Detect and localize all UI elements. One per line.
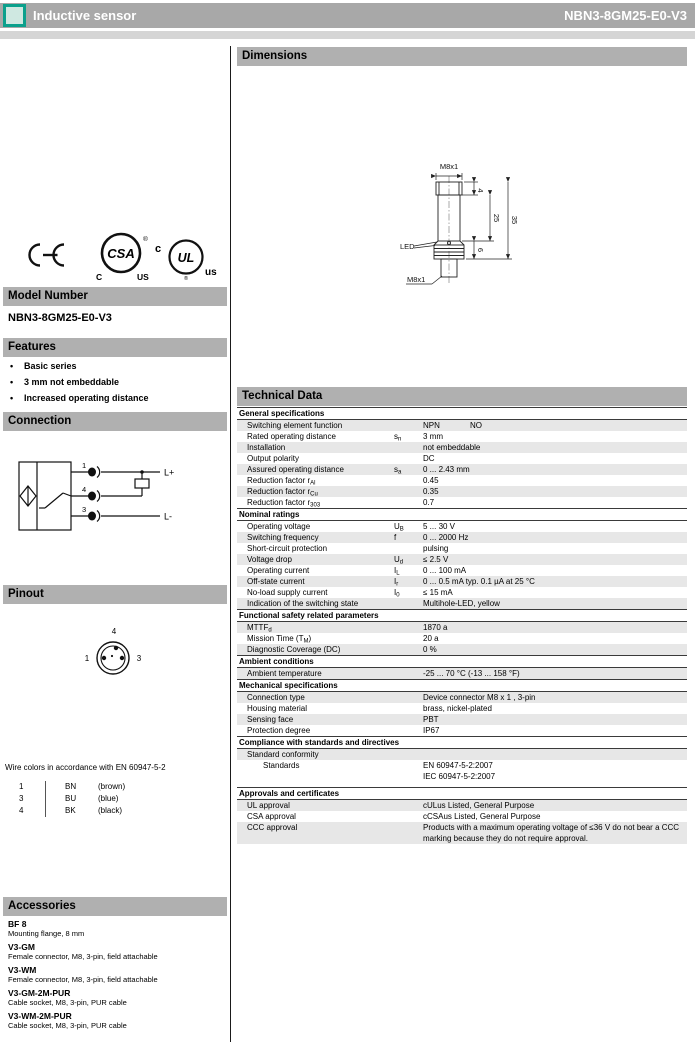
tech-row bbox=[237, 692, 687, 703]
tech-section-header: General specifications bbox=[237, 407, 687, 420]
accessory-description: Mounting flange, 8 mm bbox=[8, 929, 85, 938]
tech-row-value2: NO bbox=[470, 421, 482, 430]
accessory-description: Female connector, M8, 3-pin, field attachable bbox=[8, 975, 158, 984]
tech-row-label: Standards bbox=[263, 761, 300, 770]
ul-text: UL bbox=[177, 251, 195, 265]
header-substrip bbox=[0, 31, 695, 39]
tech-row-label: CSA approval bbox=[247, 812, 296, 821]
tech-row-label: Output polarity bbox=[247, 454, 300, 463]
tech-row bbox=[237, 811, 687, 822]
tech-row-label: UL approval bbox=[247, 801, 290, 810]
tech-row bbox=[237, 644, 687, 655]
accessory-description: Cable socket, M8, 3-pin, PUR cable bbox=[8, 1021, 127, 1030]
tech-row-value: 0.45 bbox=[423, 476, 439, 485]
tech-row-label: Connection type bbox=[247, 693, 305, 702]
tech-row-value: 0 % bbox=[423, 645, 437, 654]
pinout-pin-3-label: 3 bbox=[136, 654, 142, 663]
wire-color-name: (black) bbox=[98, 806, 123, 815]
section-bar-pinout: Pinout bbox=[3, 585, 227, 604]
ce-mark-icon bbox=[21, 242, 67, 268]
dim-35-label: 35 bbox=[510, 215, 519, 225]
tech-row bbox=[237, 587, 687, 598]
section-bar-accessories: Accessories bbox=[3, 897, 227, 916]
csa-us: US bbox=[137, 272, 149, 282]
tech-row bbox=[237, 521, 687, 532]
bullet-icon: • bbox=[10, 361, 14, 371]
pinout-pin-4-label: 4 bbox=[111, 627, 117, 636]
wire-divider bbox=[45, 805, 46, 817]
accessory-model: V3-GM bbox=[8, 942, 35, 952]
tech-row-value: Device connector M8 x 1 , 3-pin bbox=[423, 693, 536, 702]
connection-pin-3-label: 3 bbox=[82, 505, 87, 514]
tech-row-label: Operating voltage bbox=[247, 522, 311, 531]
tech-row-symbol: $s_a$ bbox=[394, 465, 402, 476]
dim-led-label: LED bbox=[400, 242, 415, 251]
csa-text: CSA bbox=[107, 246, 135, 261]
tech-row bbox=[237, 565, 687, 576]
tech-row bbox=[237, 703, 687, 714]
cul-us-mark-icon bbox=[153, 233, 221, 281]
features-list bbox=[8, 360, 223, 408]
dim-thread-top-label: M8x1 bbox=[439, 162, 459, 171]
wire-code: BN bbox=[65, 782, 77, 791]
tech-row-symbol: $U_d$ bbox=[394, 555, 404, 566]
tech-row bbox=[237, 497, 687, 508]
accessory-description: Female connector, M8, 3-pin, field attachable bbox=[8, 952, 158, 961]
section-bar-dimensions: Dimensions bbox=[237, 47, 687, 66]
connection-pin-1-label: 1 bbox=[82, 461, 87, 470]
tech-row-label: Installation bbox=[247, 443, 286, 452]
tech-row-label: CCC approval bbox=[247, 823, 298, 832]
feature-text: Increased operating distance bbox=[24, 393, 149, 403]
tech-row-value: ≤ 2.5 V bbox=[423, 555, 449, 564]
feature-item bbox=[8, 360, 223, 376]
tech-row-value: -25 ... 70 °C (-13 ... 158 °F) bbox=[423, 669, 520, 678]
wire-color-name: (brown) bbox=[98, 782, 126, 791]
bullet-icon: • bbox=[10, 393, 14, 403]
tech-row-value: 0 ... 2000 Hz bbox=[423, 533, 469, 542]
tech-row-symbol: $I_0$ bbox=[394, 588, 400, 599]
tech-row-value: brass, nickel-plated bbox=[423, 704, 492, 713]
dimension-drawing bbox=[398, 152, 568, 302]
tech-row-value: DC bbox=[423, 454, 435, 463]
dim-4-label: 4 bbox=[476, 188, 485, 193]
section-bar-features: Features bbox=[3, 338, 227, 357]
tech-row-symbol: $U_B$ bbox=[394, 522, 404, 533]
bullet-icon: • bbox=[10, 377, 14, 387]
ul-c: c bbox=[155, 243, 162, 255]
wire-divider bbox=[45, 781, 46, 793]
tech-row-label: $MTTF_d$ bbox=[247, 623, 272, 634]
dim-25-label: 25 bbox=[492, 213, 501, 223]
tech-row-symbol: f bbox=[394, 533, 397, 542]
tech-row-symbol: $I_L$ bbox=[394, 566, 400, 577]
accessory-model: V3-WM bbox=[8, 965, 37, 975]
tech-row-value: cULus Listed, General Purpose bbox=[423, 801, 535, 810]
feature-item bbox=[8, 376, 223, 392]
section-bar-technical-data: Technical Data bbox=[237, 387, 687, 406]
tech-row-label: Voltage drop bbox=[247, 555, 292, 564]
accessories-list bbox=[8, 919, 224, 1034]
tech-row-label: Reduction factor $r_{Cu}$ bbox=[247, 487, 318, 498]
ul-registered: ® bbox=[183, 276, 189, 282]
tech-row-label: Reduction factor $r_{Al}$ bbox=[247, 476, 316, 487]
tech-row-label: Assured operating distance bbox=[247, 465, 344, 474]
tech-row bbox=[237, 749, 687, 760]
tech-row-label: Sensing face bbox=[247, 715, 294, 724]
tech-row bbox=[237, 725, 687, 736]
accessory-model: BF 8 bbox=[8, 919, 27, 929]
tech-row-label: Ambient temperature bbox=[247, 669, 322, 678]
tech-row-label: Reduction factor $r_{303}$ bbox=[247, 498, 321, 509]
wire-color-name: (blue) bbox=[98, 794, 119, 803]
tech-section-header: Mechanical specifications bbox=[237, 679, 687, 692]
wire-divider bbox=[45, 793, 46, 805]
csa-registered: ® bbox=[143, 236, 148, 243]
certification-logos bbox=[0, 226, 230, 286]
tech-row-value: 1870 a bbox=[423, 623, 448, 632]
tech-row-label: Short-circuit protection bbox=[247, 544, 328, 553]
tech-row-label: Switching frequency bbox=[247, 533, 319, 542]
tech-row-value: IP67 bbox=[423, 726, 440, 735]
dim-6-label: 6 bbox=[476, 247, 485, 253]
tech-row bbox=[237, 760, 687, 782]
tech-row-value: cCSAus Listed, General Purpose bbox=[423, 812, 541, 821]
tech-row bbox=[237, 453, 687, 464]
tech-row bbox=[237, 822, 687, 844]
brand-logo bbox=[3, 4, 26, 27]
page-title: Inductive sensor bbox=[33, 8, 137, 23]
tech-section-header: Functional safety related parameters bbox=[237, 609, 687, 622]
tech-row bbox=[237, 442, 687, 453]
model-number-value: NBN3-8GM25-E0-V3 bbox=[8, 312, 112, 324]
tech-row bbox=[237, 800, 687, 811]
tech-row bbox=[237, 622, 687, 633]
accessory-description: Cable socket, M8, 3-pin, PUR cable bbox=[8, 998, 127, 1007]
tech-row bbox=[237, 554, 687, 565]
tech-section-header: Compliance with standards and directives bbox=[237, 736, 687, 749]
wire-row bbox=[14, 793, 125, 805]
tech-section-header: Approvals and certificates bbox=[237, 787, 687, 800]
wire-pin: 4 bbox=[19, 806, 24, 815]
tech-row-symbol: $s_n$ bbox=[394, 432, 402, 443]
tech-row-value: 3 mm bbox=[423, 432, 443, 441]
tech-row-value: ≤ 15 mA bbox=[423, 588, 453, 597]
tech-section-header: Ambient conditions bbox=[237, 655, 687, 668]
tech-row bbox=[237, 420, 687, 431]
accessory-model: V3-WM-2M-PUR bbox=[8, 1011, 72, 1021]
connection-pin-4-label: 4 bbox=[82, 485, 87, 494]
tech-row-value: PBT bbox=[423, 715, 439, 724]
dim-thread-bottom-label: M8x1 bbox=[407, 275, 426, 284]
tech-row bbox=[237, 668, 687, 679]
tech-row bbox=[237, 543, 687, 554]
tech-row-value: 0 ... 0.5 mA typ. 0.1 µA at 25 °C bbox=[423, 577, 535, 586]
connection-diagram bbox=[5, 448, 210, 548]
tech-row-value: 0.35 bbox=[423, 487, 439, 496]
tech-row bbox=[237, 598, 687, 609]
tech-row-value: not embeddable bbox=[423, 443, 481, 452]
wire-pin: 1 bbox=[19, 782, 24, 791]
wire-code: BK bbox=[65, 806, 76, 815]
tech-row-value: Products with a maximum operating voltage of ≤36 V do not bear a CCC marking because they do not require approval. bbox=[423, 823, 680, 843]
wire-colors-table bbox=[14, 781, 125, 817]
feature-text: Basic series bbox=[24, 361, 77, 371]
tech-row bbox=[237, 464, 687, 475]
tech-row-label: Indication of the switching state bbox=[247, 599, 359, 608]
tech-row-value: pulsing bbox=[423, 544, 449, 553]
tech-row bbox=[237, 486, 687, 497]
pinout-pin-1-label: 1 bbox=[84, 654, 90, 663]
tech-row bbox=[237, 475, 687, 486]
feature-item bbox=[8, 392, 223, 408]
tech-row-label: Off-state current bbox=[247, 577, 305, 586]
csa-c: C bbox=[96, 272, 103, 282]
tech-row-value: Multihole-LED, yellow bbox=[423, 599, 500, 608]
tech-row bbox=[237, 714, 687, 725]
tech-row-value: NPN bbox=[423, 421, 440, 430]
header-model-number: NBN3-8GM25-E0-V3 bbox=[564, 8, 687, 23]
wire-colors-caption: Wire colors in accordance with EN 60947-5-2 bbox=[5, 763, 166, 772]
tech-row bbox=[237, 431, 687, 442]
wire-code: BU bbox=[65, 794, 77, 803]
csa-mark-icon bbox=[93, 228, 155, 282]
tech-row-value: 5 ... 30 V bbox=[423, 522, 456, 531]
tech-row bbox=[237, 576, 687, 587]
tech-row-label: Operating current bbox=[247, 566, 310, 575]
connection-l-minus-label: L- bbox=[164, 511, 173, 522]
tech-row-label: No-load supply current bbox=[247, 588, 328, 597]
wire-row bbox=[14, 781, 125, 793]
tech-row-value: 0.7 bbox=[423, 498, 435, 507]
technical-data-table bbox=[237, 407, 687, 844]
connection-l-plus-label: L+ bbox=[164, 467, 175, 478]
section-bar-model-number: Model Number bbox=[3, 287, 227, 306]
accessory-model: V3-GM-2M-PUR bbox=[8, 988, 71, 998]
tech-row-label: Rated operating distance bbox=[247, 432, 336, 441]
wire-pin: 3 bbox=[19, 794, 24, 803]
pinout-diagram bbox=[78, 622, 148, 688]
tech-row bbox=[237, 532, 687, 543]
tech-row-symbol: $I_r$ bbox=[394, 577, 399, 588]
section-bar-connection: Connection bbox=[3, 412, 227, 431]
tech-row bbox=[237, 633, 687, 644]
tech-section-header: Nominal ratings bbox=[237, 508, 687, 521]
tech-row-value: 20 a bbox=[423, 634, 439, 643]
ul-us: us bbox=[205, 267, 217, 278]
tech-row-value: EN 60947-5-2:2007 IEC 60947-5-2:2007 bbox=[423, 761, 496, 781]
tech-row-value: 0 ... 100 mA bbox=[423, 566, 467, 575]
tech-row-label: Protection degree bbox=[247, 726, 311, 735]
tech-row-label: Housing material bbox=[247, 704, 308, 713]
feature-text: 3 mm not embeddable bbox=[24, 377, 120, 387]
tech-row-value: 0 ... 2.43 mm bbox=[423, 465, 470, 474]
tech-row-label: Mission Time $(T_M)$ bbox=[247, 634, 312, 645]
tech-row-label: Standard conformity bbox=[247, 750, 319, 759]
wire-row bbox=[14, 805, 125, 817]
tech-row-label: Diagnostic Coverage (DC) bbox=[247, 645, 341, 654]
tech-row-label: Switching element function bbox=[247, 421, 343, 430]
column-divider bbox=[230, 46, 231, 1042]
